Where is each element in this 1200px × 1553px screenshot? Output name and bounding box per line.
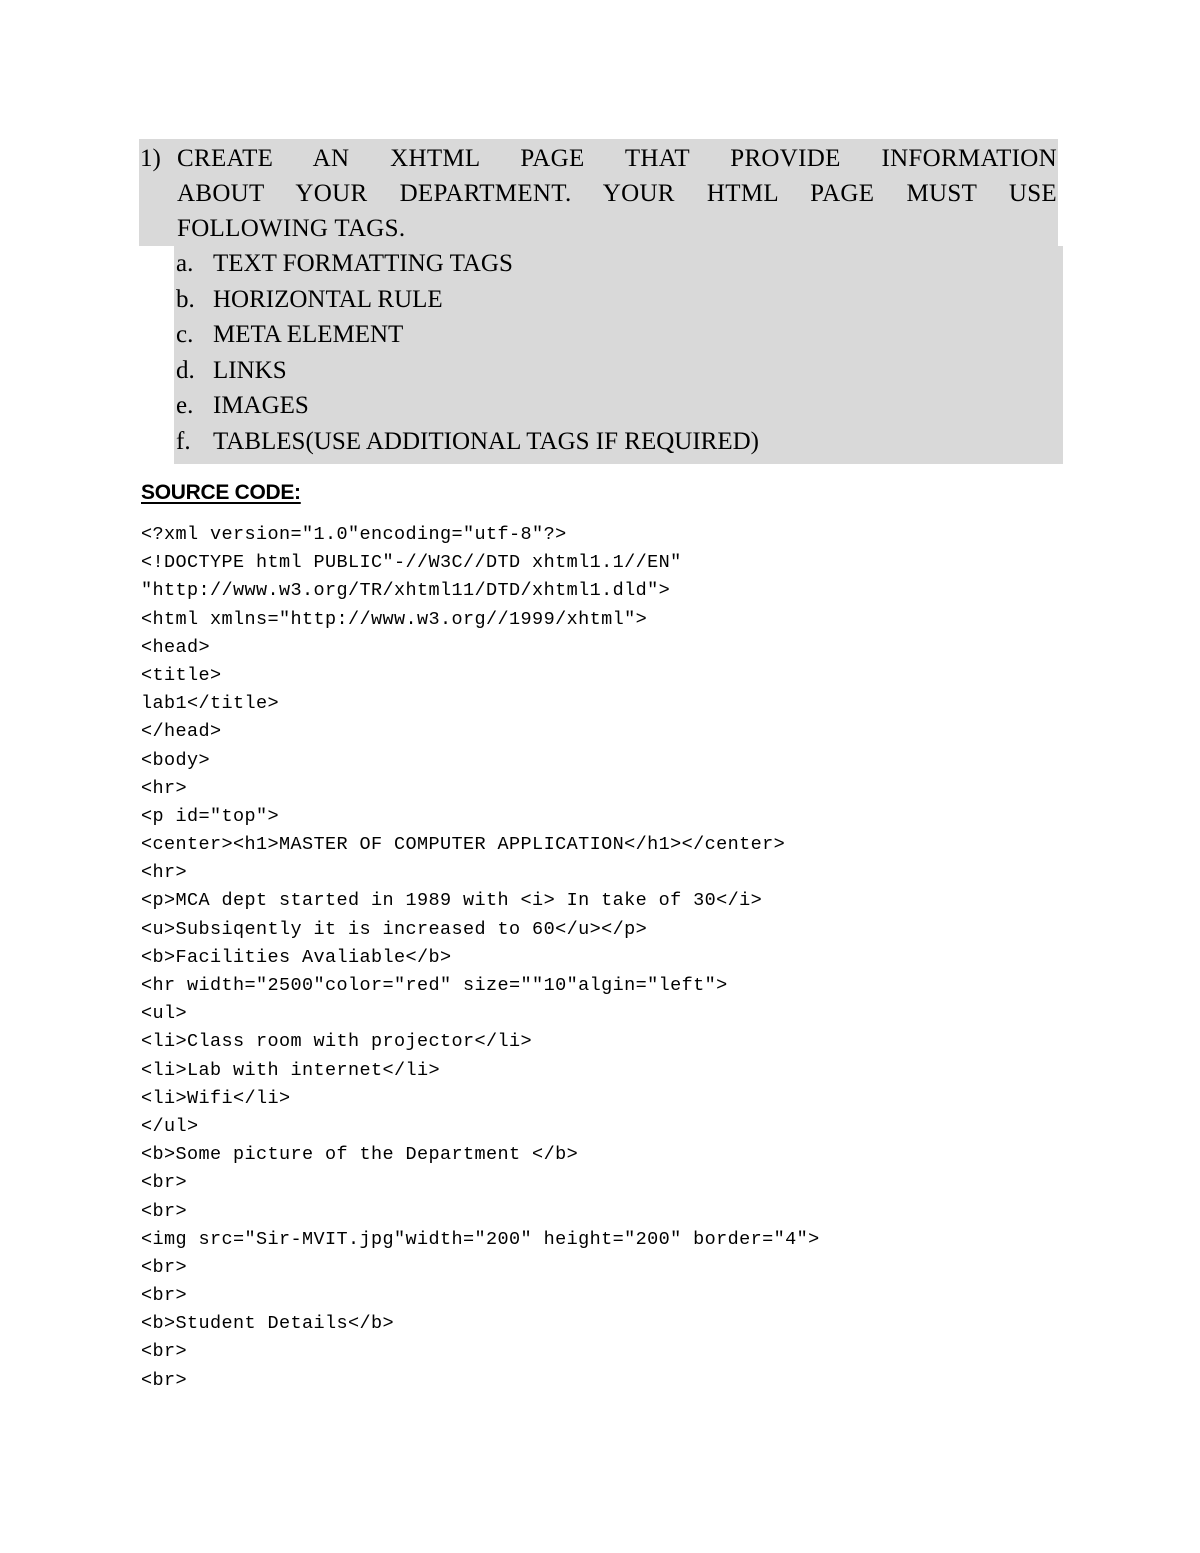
- code-line: <br>: [141, 1285, 188, 1307]
- requirement-letter: d.: [176, 356, 195, 384]
- code-line: </ul>: [141, 1115, 199, 1137]
- question-statement: [139, 139, 1058, 246]
- requirement-item: [174, 246, 1063, 282]
- source-code-heading: SOURCE CODE:: [141, 481, 301, 504]
- code-line: <br>: [141, 1341, 188, 1363]
- code-line: <hr>: [141, 862, 188, 884]
- requirement-text: IMAGES: [213, 392, 309, 420]
- code-line: <ul>: [141, 1003, 188, 1025]
- code-line: <hr width="2500"color="red" size=""10"algin="left">: [141, 975, 728, 996]
- question-line: FOLLOWING TAGS.: [177, 215, 406, 242]
- requirement-text: TABLES(USE ADDITIONAL TAGS IF REQUIRED): [213, 427, 759, 455]
- code-line: <br>: [141, 1369, 188, 1391]
- code-line: <html xmlns="http://www.w3.org//1999/xhtml">: [141, 608, 648, 630]
- requirement-text: META ELEMENT: [213, 321, 404, 349]
- code-line: <b>Some picture of the Department </b>: [141, 1144, 579, 1166]
- code-line: </head>: [141, 721, 222, 743]
- requirement-text: TEXT FORMATTING TAGS: [213, 250, 513, 277]
- code-line: <li>Class room with projector</li>: [141, 1031, 533, 1053]
- requirement-text: HORIZONTAL RULE: [213, 285, 443, 313]
- requirement-list: [174, 246, 1063, 464]
- requirement-letter: b.: [176, 285, 195, 313]
- question-text: [177, 141, 1057, 246]
- question-number: 1): [140, 145, 161, 172]
- requirement-item: [174, 317, 1063, 353]
- code-line: <head>: [141, 636, 211, 658]
- code-line: <br>: [141, 1256, 188, 1278]
- code-line: <?xml version="1.0"encoding="utf-8"?>: [141, 524, 567, 545]
- source-code-block: [141, 521, 1141, 1395]
- code-line: <!DOCTYPE html PUBLIC"-//W3C//DTD xhtml1.1//EN": [141, 552, 682, 574]
- code-line: <title>: [141, 664, 222, 686]
- requirement-item: [174, 282, 1063, 318]
- code-line: <br>: [141, 1172, 188, 1194]
- code-line: <img src="Sir-MVIT.jpg"width="200" height="200" border="4">: [141, 1228, 820, 1250]
- question-block: [139, 139, 1063, 464]
- code-line: <p id="top">: [141, 805, 280, 827]
- requirement-item: [174, 353, 1063, 389]
- code-line: <li>Lab with internet</li>: [141, 1059, 441, 1081]
- code-line: "http://www.w3.org/TR/xhtml11/DTD/xhtml1.dld">: [141, 580, 671, 602]
- requirement-letter: a.: [176, 250, 194, 277]
- code-line: <hr>: [141, 777, 188, 799]
- requirement-text: LINKS: [213, 356, 287, 384]
- code-line: <li>Wifi</li>: [141, 1087, 291, 1109]
- requirement-letter: c.: [176, 321, 194, 349]
- code-line: <body>: [141, 749, 211, 771]
- requirement-letter: e.: [176, 392, 194, 420]
- question-line: ABOUT YOUR DEPARTMENT. YOUR HTML PAGE MUST USE: [177, 180, 1057, 207]
- code-line: <p>MCA dept started in 1989 with <i> In take of 30</i>: [141, 890, 763, 912]
- requirement-item: [174, 424, 1063, 460]
- code-line: <br>: [141, 1200, 188, 1222]
- code-line: <b>Facilities Avaliable</b>: [141, 946, 452, 968]
- code-line: lab1</title>: [141, 693, 280, 715]
- requirement-item: [174, 388, 1063, 424]
- code-line: <center><h1>MASTER OF COMPUTER APPLICATION</h1></center>: [141, 834, 786, 856]
- code-line: <b>Student Details</b>: [141, 1313, 395, 1335]
- requirement-letter: f.: [176, 427, 191, 455]
- question-line: CREATE AN XHTML PAGE THAT PROVIDE INFORMATION: [177, 145, 1057, 172]
- code-line: <u>Subsiqently it is increased to 60</u></p>: [141, 918, 648, 940]
